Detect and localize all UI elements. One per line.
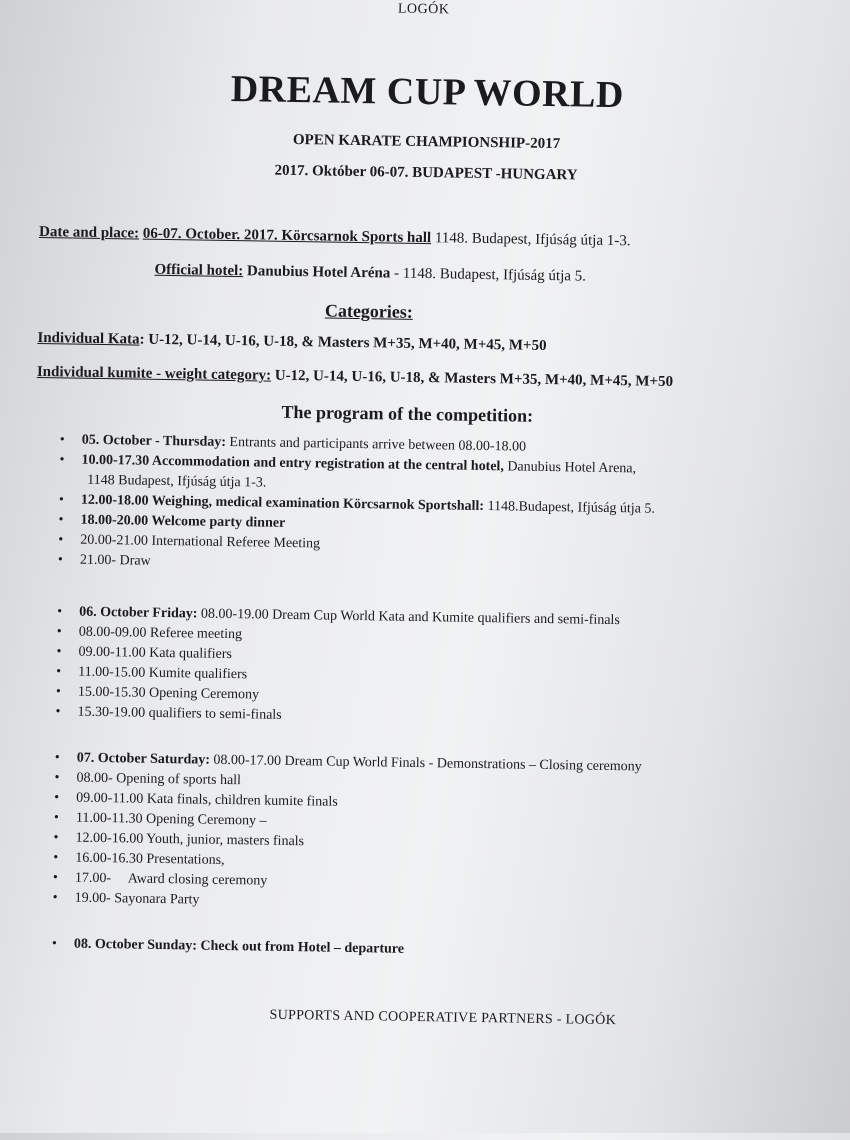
list-item: • 09.00-11.00 Kata finals, children kumite finals: [54, 790, 338, 810]
page-title: DREAM CUP WORLD: [230, 67, 625, 117]
top-logo-placeholder: LOGÓK: [397, 1, 450, 18]
list-item: • 16.00-16.30 Presentations,: [53, 850, 225, 868]
bullet-icon: •: [56, 664, 62, 680]
hotel-label: Official hotel:: [154, 261, 244, 280]
kumite-categories: U-12, U-14, U-16, U-18, & Masters M+35, M+40, M+45, M+50: [270, 367, 674, 390]
list-item: • 19.00- Sayonara Party: [52, 890, 200, 908]
program-heading: The program of the competition:: [281, 401, 534, 426]
bullet-icon: •: [51, 936, 57, 952]
bullet-icon: •: [57, 552, 63, 568]
hotel-name: Danubius Hotel Aréna: [246, 263, 391, 282]
list-item: • 12.00-16.00 Youth, junior, masters finals: [53, 830, 305, 850]
list-item: • 07. October Saturday: 08.00-17.00 Dream Cup World Finals - Demonstrations – Closing ceremony: [54, 750, 642, 775]
bullet-icon: •: [58, 492, 64, 508]
kata-label: Individual Kata: [37, 329, 140, 348]
list-item: • 11.00-11.30 Opening Ceremony –: [53, 810, 267, 829]
list-item: • 09.00-11.00 Kata qualifiers: [56, 644, 233, 663]
date-place-address: 1148. Budapest, Ifjúság útja 1-3.: [434, 230, 631, 250]
bullet-icon: •: [54, 750, 60, 766]
list-item: • 15.30-19.00 qualifiers to semi-finals: [55, 704, 282, 723]
bullet-icon: •: [59, 432, 65, 448]
partners-footer: SUPPORTS AND COOPERATIVE PARTNERS - LOGÓK: [269, 1007, 617, 1029]
bullet-icon: •: [52, 890, 58, 906]
bullet-icon: •: [58, 532, 64, 548]
bullet-icon: •: [55, 704, 61, 720]
bullet-icon: •: [53, 850, 59, 866]
bullet-icon: •: [53, 810, 59, 826]
official-hotel-line: [154, 262, 586, 286]
program-day-sunday: [52, 934, 404, 960]
list-item: • 15.00-15.30 Opening Ceremony: [55, 684, 260, 703]
program-day-friday: [55, 602, 620, 731]
bullet-icon: •: [52, 870, 58, 886]
bullet-icon: •: [58, 512, 64, 528]
individual-kumite-line: [37, 364, 673, 391]
individual-kata-line: [37, 330, 546, 355]
bullet-icon: •: [53, 830, 59, 846]
list-item: • 10.00-17.30 Accommodation and entry registration at the central hotel, Danubius Hotel Arena, 1148 Budapest, Ifjúság útja 1-3.: [59, 452, 637, 491]
hotel-address: - 1148. Budapest, Ifjúság útja 5.: [390, 265, 587, 285]
kumite-label: Individual kumite - weight category:: [36, 363, 272, 384]
bullet-icon: •: [57, 604, 63, 620]
program-day-saturday: [52, 748, 641, 917]
bullet-icon: •: [56, 644, 62, 660]
event-date-location: 2017. Október 06-07. BUDAPEST -HUNGARY: [274, 162, 578, 184]
list-item: • 17.00- Award closing ceremony: [52, 870, 268, 889]
program-day-thursday: [58, 430, 656, 579]
list-item: • 08.00-09.00 Referee meeting: [56, 624, 243, 643]
list-item: • 08. October Sunday: Check out from Hotel – departure: [51, 936, 405, 957]
list-item: • 08.00- Opening of sports hall: [54, 770, 242, 789]
list-item: • 12.00-18.00 Weighing, medical examination Körcsarnok Sportshall: 1148.Budapest, Ifjúság útja 5.: [58, 492, 656, 517]
date-place-label: Date and place:: [38, 223, 140, 242]
list-item: • 05. October - Thursday: Entrants and participants arrive between 08.00-18.00: [59, 432, 527, 455]
bullet-icon: •: [55, 684, 61, 700]
date-and-place-line: [39, 224, 631, 250]
bullet-icon: •: [59, 452, 65, 468]
list-item: • 11.00-15.00 Kumite qualifiers: [56, 664, 248, 683]
bullet-icon: •: [54, 790, 60, 806]
list-item: • 21.00- Draw: [57, 552, 151, 569]
list-item: • 06. October Friday: 08.00-19.00 Dream Cup World Kata and Kumite qualifiers and semi-finals: [57, 604, 620, 629]
list-item: • 20.00-21.00 International Referee Meeting: [58, 532, 321, 552]
list-item: • 18.00-20.00 Welcome party dinner: [58, 512, 286, 531]
bullet-icon: •: [54, 770, 60, 786]
categories-heading: Categories:: [324, 300, 414, 322]
bullet-icon: •: [56, 624, 62, 640]
championship-subtitle: OPEN KARATE CHAMPIONSHIP-2017: [292, 131, 561, 153]
kata-categories: : U-12, U-14, U-16, U-18, & Masters M+35, M+40, M+45, M+50: [139, 331, 547, 354]
date-place-value: 06-07. October. 2017. Körcsarnok Sports hall: [142, 225, 432, 247]
